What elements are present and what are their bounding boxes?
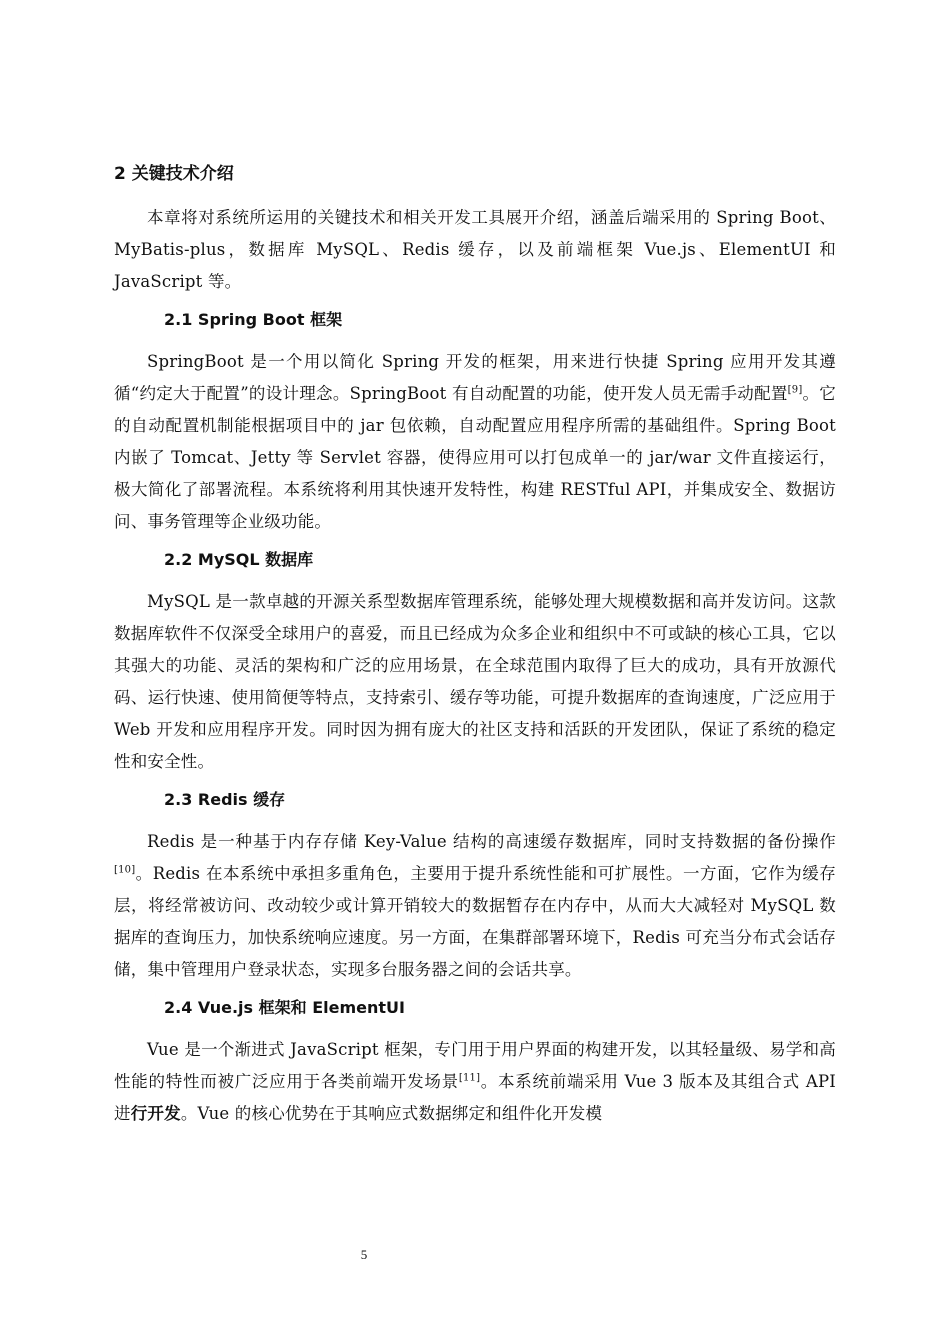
citation-ref: [11]	[458, 1072, 481, 1084]
paragraph-text: 。本系统前端采用 Vue 3 版本及其组合式 API 进	[114, 1072, 837, 1123]
paragraph-text: SpringBoot 是一个用以简化 Spring 开发的框架，用来进行快捷 Spring 应用开发其遵循“约定大于配置”的设计理念。SpringBoot 有自动配置的功能，使开发人员无需手动配置	[114, 352, 836, 403]
section-title-vue: 2.4 Vue.js 框架和 ElementUI	[164, 998, 405, 1017]
section-paragraph-vue	[114, 1034, 836, 1130]
chapter-intro: 本章将对系统所运用的关键技术和相关开发工具展开介绍，涵盖后端采用的 Spring Boot、MyBatis-plus，数据库 MySQL、Redis 缓存，以及前端框架 Vue.js、ElementUI 和 JavaScript 等。	[114, 208, 836, 291]
citation-ref: [9]	[787, 384, 803, 396]
paragraph-bold-text: 行开发	[130, 1104, 181, 1123]
section-title-spring-boot: 2.1 Spring Boot 框架	[164, 310, 343, 329]
paragraph-text: 。Vue 的核心优势在于其响应式数据绑定和组件化开发模	[180, 1104, 603, 1123]
paragraph-text: Redis 是一种基于内存存储 Key-Value 结构的高速缓存数据库，同时支持数据的备份操作	[147, 832, 836, 851]
section-paragraph-spring-boot	[114, 346, 836, 538]
paragraph-text: 。Redis 在本系统中承担多重角色，主要用于提升系统性能和可扩展性。一方面，它作为缓存层，将经常被访问、改动较少或计算开销较大的数据暂存在内存中，从而大大减轻对 MySQL 数据库的查询压力，加快系统响应速度。另一方面，在集群部署环境下，Redis 可充当分布式会话存储，集中管理用户登录状态，实现多台服务器之间的会话共享。	[114, 864, 836, 979]
paragraph-text: 。它的自动配置机制能根据项目中的 jar 包依赖，自动配置应用程序所需的基础组件。Spring Boot 内嵌了 Tomcat、Jetty 等 Servlet 容器，使得应用可以打包成单一的 jar/war 文件直接运行，极大简化了部署流程。本系统将利用其快速开发特性，构建 RESTful API，并集成安全、数据访问、事务管理等企业级功能。	[114, 384, 836, 531]
page-number: 5	[360, 1247, 368, 1262]
section-title-mysql: 2.2 MySQL 数据库	[164, 550, 314, 569]
section-paragraph-mysql: MySQL 是一款卓越的开源关系型数据库管理系统，能够处理大规模数据和高并发访问。这款数据库软件不仅深受全球用户的喜爱，而且已经成为众多企业和组织中不可或缺的核心工具，它以其强大的功能、灵活的架构和广泛的应用场景，在全球范围内取得了巨大的成功，具有开放源代码、运行快速、使用简便等特点，支持索引、缓存等功能，可提升数据库的查询速度，广泛应用于 Web 开发和应用程序开发。同时因为拥有庞大的社区支持和活跃的开发团队，保证了系统的稳定性和安全性。	[114, 592, 836, 771]
section-paragraph-redis	[114, 826, 836, 986]
citation-ref: [10]	[114, 864, 136, 876]
paragraph-text: Vue 是一个渐进式 JavaScript 框架，专门用于用户界面的构建开发，以其轻量级、易学和高性能的特性而被广泛应用于各类前端开发场景	[114, 1040, 836, 1091]
page-content	[114, 160, 836, 1138]
chapter-title: 2 关键技术介绍	[114, 164, 234, 184]
section-title-redis: 2.3 Redis 缓存	[164, 790, 286, 809]
